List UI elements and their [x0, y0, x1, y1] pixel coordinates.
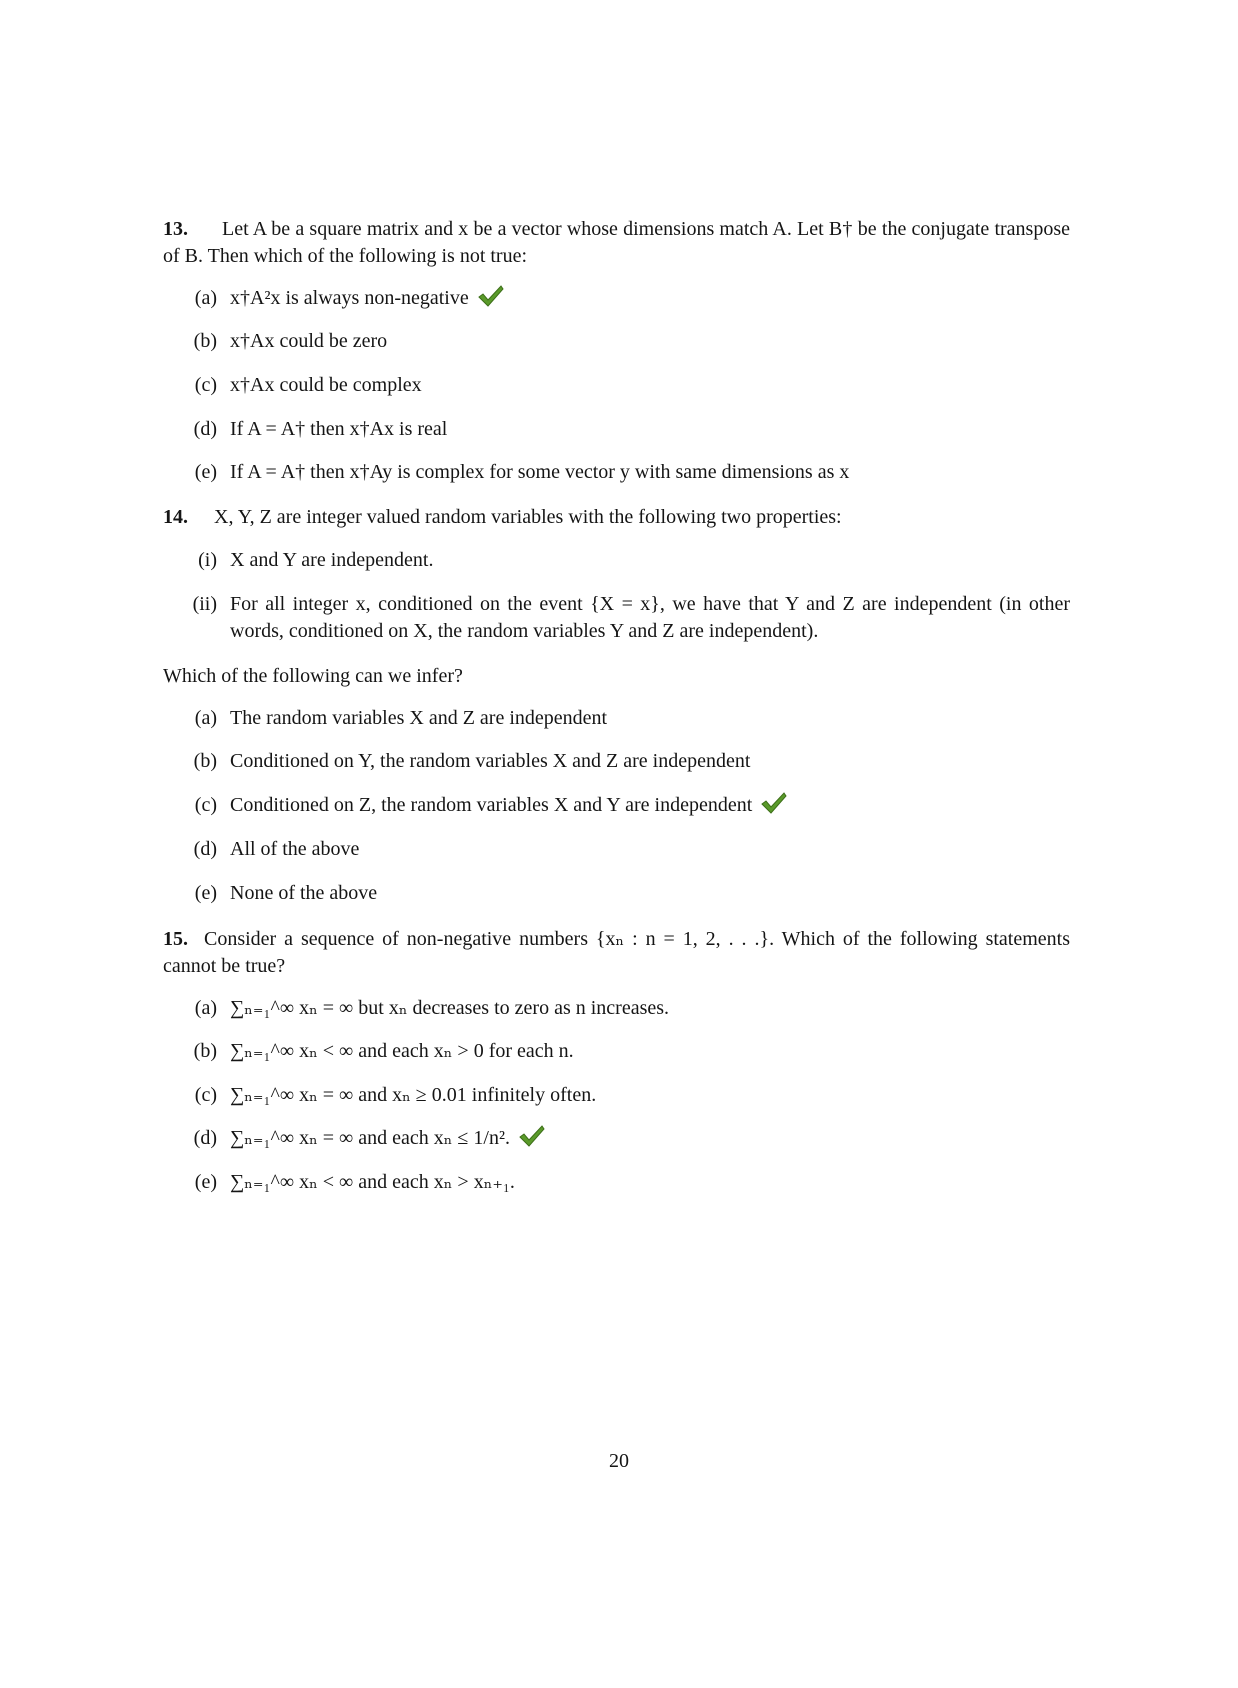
question-number: 14. — [163, 506, 188, 528]
page-number: 20 — [609, 1450, 629, 1472]
q14-option-b[interactable] — [177, 746, 1070, 776]
property-label: (ii) — [192, 593, 217, 615]
option-label: (b) — [193, 1040, 217, 1062]
option-text: Conditioned on Y, the random variables X and Z are independent — [230, 750, 751, 772]
option-text: None of the above — [230, 882, 378, 904]
q14-option-d[interactable] — [177, 834, 1070, 864]
option-label: (c) — [194, 1084, 217, 1106]
option-label: (a) — [194, 287, 217, 309]
question-text: X, Y, Z are integer valued random variables with the following two properties: — [214, 506, 842, 528]
q14-property-ii — [177, 591, 1070, 645]
q13-option-d[interactable] — [177, 414, 1070, 444]
q13-option-e[interactable] — [177, 457, 1070, 487]
option-text: ∑ₙ₌₁^∞ xₙ = ∞ but xₙ decreases to zero as n increases. — [230, 997, 670, 1019]
q14-option-a[interactable] — [177, 703, 1070, 733]
option-label: (b) — [193, 330, 217, 352]
q15-option-a[interactable] — [177, 993, 1070, 1023]
checkmark-icon — [477, 284, 505, 308]
option-text: ∑ₙ₌₁^∞ xₙ = ∞ and xₙ ≥ 0.01 infinitely often. — [230, 1084, 597, 1106]
option-label: (a) — [194, 707, 217, 729]
q14-option-c[interactable] — [177, 790, 1070, 820]
option-text: Conditioned on Z, the random variables X and Y are independent — [230, 794, 753, 816]
option-label: (d) — [193, 418, 217, 440]
option-text: If A = A† then x†Ax is real — [230, 418, 448, 440]
option-label: (a) — [194, 997, 217, 1019]
question-text: Consider a sequence of non-negative numbers {xₙ : n = 1, 2, . . .}. Which of the following statements cannot be true? — [163, 928, 1070, 977]
option-text: If A = A† then x†Ay is complex for some vector y with same dimensions as x — [230, 461, 850, 483]
q13-option-a[interactable] — [177, 283, 1070, 313]
option-text: The random variables X and Z are independent — [230, 707, 608, 729]
q14-prompt: Which of the following can we infer? — [163, 665, 463, 687]
property-text: X and Y are independent. — [230, 549, 434, 571]
q15-option-d[interactable] — [177, 1123, 1070, 1153]
option-text: ∑ₙ₌₁^∞ xₙ < ∞ and each xₙ > 0 for each n. — [230, 1040, 574, 1062]
option-text: ∑ₙ₌₁^∞ xₙ = ∞ and each xₙ ≤ 1/n². — [230, 1127, 510, 1149]
option-text: x†Ax could be zero — [230, 330, 388, 352]
q15-option-b[interactable] — [177, 1036, 1070, 1066]
q14-property-i — [177, 545, 1070, 575]
option-label: (e) — [194, 882, 217, 904]
option-text: x†Ax could be complex — [230, 374, 422, 396]
q15-option-c[interactable] — [177, 1080, 1070, 1110]
question-text: Let A be a square matrix and x be a vector whose dimensions match A. Let B† be the conjugate transpose of B. Then which of the following is not true: — [163, 218, 1070, 267]
option-label: (d) — [193, 1127, 217, 1149]
q14-option-e[interactable] — [177, 878, 1070, 908]
question-15-stem — [163, 926, 1070, 980]
property-text: For all integer x, conditioned on the event {X = x}, we have that Y and Z are independent (in other words, conditioned on X, the random variables Y and Z are independent). — [230, 593, 1070, 642]
option-label: (c) — [194, 374, 217, 396]
option-label: (c) — [194, 794, 217, 816]
checkmark-icon — [760, 791, 788, 815]
option-text: All of the above — [230, 838, 360, 860]
checkmark-icon — [518, 1124, 546, 1148]
option-label: (b) — [193, 750, 217, 772]
option-label: (e) — [194, 461, 217, 483]
q15-option-e[interactable] — [177, 1167, 1070, 1197]
option-label: (e) — [194, 1171, 217, 1193]
question-14-stem — [163, 504, 1070, 531]
option-label: (d) — [193, 838, 217, 860]
question-13-stem — [163, 216, 1070, 270]
question-number: 13. — [163, 218, 188, 240]
q13-option-c[interactable] — [177, 370, 1070, 400]
option-text: ∑ₙ₌₁^∞ xₙ < ∞ and each xₙ > xₙ₊₁. — [230, 1171, 515, 1193]
q13-option-b[interactable] — [177, 326, 1070, 356]
property-label: (i) — [198, 549, 217, 571]
option-text: x†A²x is always non-negative — [230, 287, 469, 309]
question-number: 15. — [163, 928, 188, 950]
